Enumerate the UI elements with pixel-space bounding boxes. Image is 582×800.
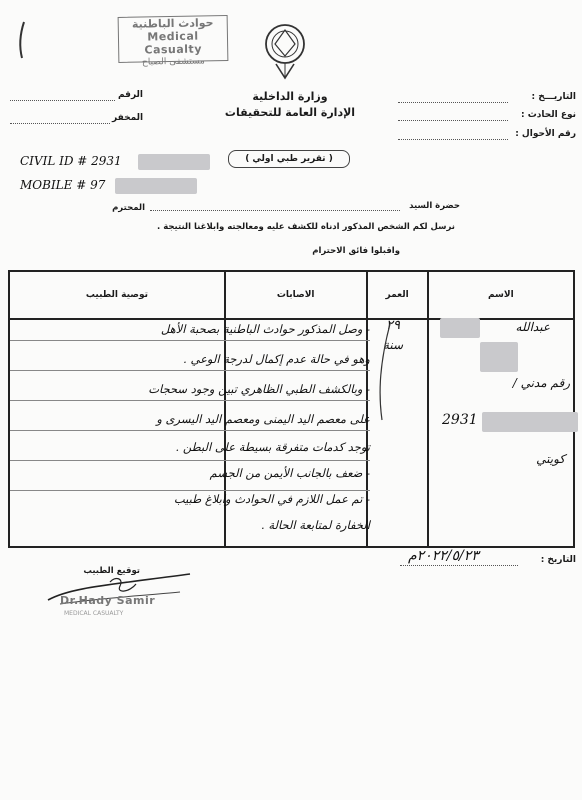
redacted-civil-number xyxy=(482,412,578,432)
ruled-line xyxy=(10,370,370,371)
civil-number-value: 2931 xyxy=(442,412,478,428)
ruled-line xyxy=(10,430,370,431)
department-title: الإدارة العامة للتحقيقات xyxy=(224,106,356,119)
civil-number-label: رقم مدني / xyxy=(512,376,570,390)
date-label: التاريـــخ : xyxy=(531,92,576,102)
letter-closing: واقبلوا فائق الاحترام xyxy=(312,246,400,256)
ruled-line xyxy=(10,400,370,401)
mr-field xyxy=(150,210,400,211)
redacted-name-2 xyxy=(480,342,518,372)
header-name: الاسم xyxy=(428,271,574,319)
footer-date-label: التاريخ : xyxy=(540,555,576,565)
ruled-line xyxy=(10,340,370,341)
stamp-arabic: حوادث الباطنية xyxy=(131,16,214,31)
doctor-stamp-name: Dr.Hady Samir xyxy=(60,594,156,607)
case-number-field xyxy=(398,139,508,140)
finding-line-5: توجد كدمات متفرقة بسيطة على البطن . xyxy=(175,440,370,454)
civil-id-handwritten: CIVIL ID # 2931 xyxy=(20,154,122,168)
case-number-label: رقم الأحوال : xyxy=(515,129,576,139)
number-field xyxy=(10,100,115,101)
doctor-stamp-sub: MEDICAL CASUALTY xyxy=(64,610,124,617)
finding-line-2: وهو في حالة عدم إكمال لدرجة الوعي . xyxy=(183,352,370,366)
redacted-mobile xyxy=(115,178,197,194)
age-cell-pen-line xyxy=(372,322,394,422)
mobile-handwritten: MOBILE # 97 xyxy=(20,178,106,192)
age-unit: سنة xyxy=(382,338,404,352)
age-value: ٢٩ xyxy=(386,318,400,333)
police-station-label: المخفر xyxy=(112,113,144,123)
footer-date-value: ٢٠٢٢/٥/٢٣م xyxy=(408,548,479,564)
pen-mark xyxy=(14,20,30,60)
stamp-subtitle: مستشفى الصباح xyxy=(141,56,205,68)
ministry-title: وزارة الداخلية xyxy=(252,90,328,103)
ruled-line xyxy=(10,460,370,461)
incident-type-field xyxy=(398,120,508,121)
header-recommendation: توصية الطبيب xyxy=(9,271,225,319)
respected-label: المحترم xyxy=(112,203,145,213)
medical-casualty-stamp xyxy=(118,15,229,68)
stamp-english: Medical Casualty xyxy=(144,29,203,57)
finding-line-1: - وصل المذكور حوادث الباطنية بصحبة الأهل xyxy=(160,322,370,336)
finding-line-6: - ضعف بالجانب الأيمن من الجسم xyxy=(209,466,370,480)
redacted-name xyxy=(440,318,480,338)
header-age: العمر xyxy=(367,271,428,319)
number-label: الرقم xyxy=(118,90,144,100)
redacted-civil-id xyxy=(138,154,210,170)
finding-line-8: الخفارة لمتابعة الحالة . xyxy=(261,518,370,532)
date-field xyxy=(398,102,508,103)
ruled-line xyxy=(10,490,370,491)
doctor-signature-label: توقيع الطبيب xyxy=(83,566,140,576)
medical-report-table xyxy=(8,270,575,548)
nationality: كويتي xyxy=(536,452,565,466)
footer-date-line xyxy=(400,565,518,566)
report-type: ( تقرير طبي اولي ) xyxy=(228,150,350,168)
letter-body: نرسل لكم الشخص المذكور ادناه للكشف عليه ومعالجته وابلاغنا النتيجة . xyxy=(157,222,455,232)
mr-label: حضرة السيد xyxy=(409,201,460,211)
header-injuries: الاصابات xyxy=(225,271,367,319)
incident-type-label: نوع الحادث : xyxy=(520,110,576,120)
police-station-field xyxy=(10,123,110,124)
patient-first-name: عبدالله xyxy=(515,320,550,334)
kuwait-emblem xyxy=(262,22,308,80)
finding-line-7: - تم عمل اللازم في الحوادث وابلاغ طبيب xyxy=(173,492,370,506)
finding-line-3: - وبالكشف الطبي الظاهري تبين وجود سحجات xyxy=(148,382,370,396)
finding-line-4: على معصم اليد اليمنى ومعصم اليد اليسرى و xyxy=(156,412,370,426)
